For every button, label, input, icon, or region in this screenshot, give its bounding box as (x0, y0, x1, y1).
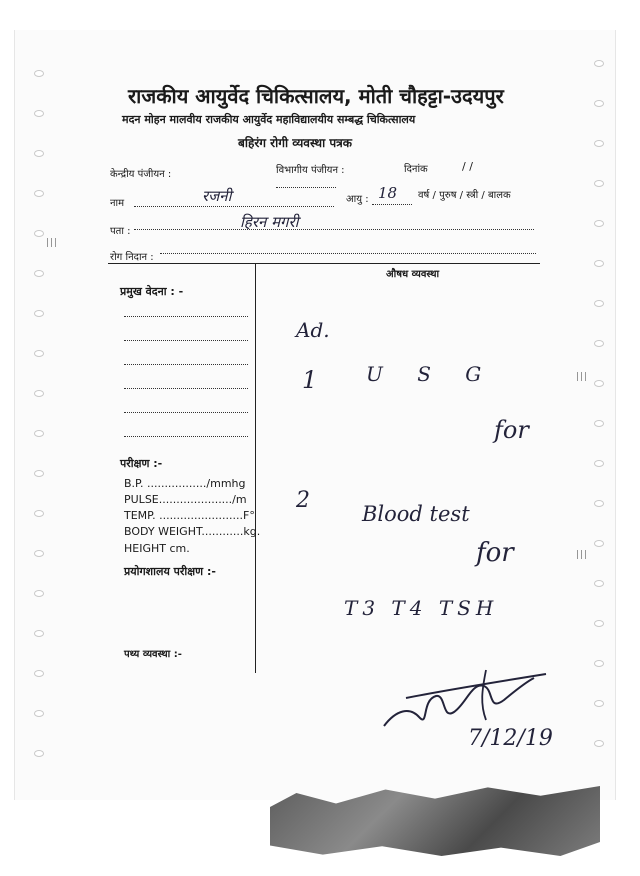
perforation-hole (34, 630, 44, 637)
perforation-hole (34, 470, 44, 477)
perforation-hole (594, 620, 604, 627)
complaint-line (124, 340, 248, 341)
gender-options: वर्ष / पुरुष / स्त्री / बालक (418, 190, 511, 201)
perforation-hole (34, 350, 44, 357)
note-item1-text: U S G (366, 362, 496, 386)
perforation-hole (34, 510, 44, 517)
perforation-hole (594, 60, 604, 67)
perforation-hole (594, 500, 604, 507)
vital-weight: BODY WEIGHT............kg. (124, 525, 261, 538)
complaint-line (124, 388, 248, 389)
vital-pulse: PULSE...................../m (124, 493, 247, 506)
patient-age: 18 (378, 184, 398, 202)
perforation-hole (594, 100, 604, 107)
signature-date: 7/12/19 (468, 726, 553, 751)
perforation-hole (594, 180, 604, 187)
perforation-hole (594, 140, 604, 147)
perforation-hole (34, 710, 44, 717)
perforation-hole (594, 340, 604, 347)
age-label: आयु : (346, 194, 369, 205)
perforation-hole (594, 220, 604, 227)
medication-heading: औषध व्यवस्था (386, 269, 440, 280)
perforation-hole (594, 580, 604, 587)
note-item1-number: 1 (302, 366, 318, 394)
name-label: नाम (110, 198, 125, 209)
form-title: बहिरंग रोगी व्यवस्था पत्रक (238, 136, 353, 150)
patient-address: हिरन मगरी (240, 213, 299, 231)
note-item2-text: Blood test (362, 502, 470, 526)
complaint-line (124, 364, 248, 365)
perforation-hole (34, 190, 44, 197)
diagnosis-label: रोग निदान : (110, 252, 154, 263)
date-label: दिनांक (404, 164, 428, 175)
age-line (372, 204, 412, 205)
complaint-line (124, 412, 248, 413)
diet-label: पथ्य व्यवस्था :- (124, 649, 182, 660)
date-value: / / (462, 160, 473, 173)
perforation-hole (34, 750, 44, 757)
perforation-hole (34, 70, 44, 77)
note-item2-number: 2 (296, 488, 310, 513)
diagnosis-line (160, 253, 536, 254)
perforation-hole (594, 540, 604, 547)
examination-label: परीक्षण :- (120, 457, 163, 470)
note-item2-for: for (476, 538, 514, 568)
lab-tests-label: प्रयोगशालय परीक्षण :- (124, 565, 216, 578)
perforation-hole (34, 550, 44, 557)
vital-temp: TEMP. ........................F° (124, 509, 255, 522)
scan-mark: ||| (576, 372, 589, 382)
vital-height: HEIGHT cm. (124, 542, 190, 555)
hospital-subtitle: मदन मोहन मालवीय राजकीय आयुर्वेद महाविद्यालयीय सम्बद्ध चिकित्सालय (122, 113, 416, 126)
form-horizontal-divider (108, 263, 540, 264)
note-item2-tests: T3 T4 TSH (344, 596, 499, 620)
dept-registration-label: विभागीय पंजीयन : (276, 165, 345, 176)
perforation-hole (34, 150, 44, 157)
perforation-hole (34, 590, 44, 597)
scan-mark: ||| (46, 238, 59, 248)
note-item1-for: for (494, 416, 529, 444)
perforation-hole (594, 260, 604, 267)
vital-bp: B.P. ................./mmhg (124, 477, 246, 490)
perforation-hole (594, 300, 604, 307)
address-label: पता : (110, 226, 131, 237)
perforation-hole (34, 270, 44, 277)
chief-complaint-label: प्रमुख वेदना : - (120, 285, 184, 298)
perforation-hole (594, 380, 604, 387)
scan-mark: ||| (576, 550, 589, 560)
address-line (134, 229, 534, 230)
perforation-hole (594, 700, 604, 707)
perforation-hole (34, 110, 44, 117)
dept-registration-line (276, 187, 336, 188)
perforation-hole (34, 390, 44, 397)
perforation-hole (34, 310, 44, 317)
perforation-hole (34, 670, 44, 677)
perforation-hole (594, 660, 604, 667)
perforation-hole (34, 230, 44, 237)
perforation-hole (594, 420, 604, 427)
form-vertical-divider (255, 263, 256, 673)
note-advice: Ad. (296, 318, 330, 342)
patient-name: रजनी (202, 187, 232, 205)
perforation-hole (594, 740, 604, 747)
complaint-line (124, 316, 248, 317)
hospital-title: राजकीय आयुर्वेद चिकित्सालय, मोती चौहट्टा-उदयपुर (128, 84, 504, 108)
name-line (134, 206, 334, 207)
central-registration-label: केन्द्रीय पंजीयन : (110, 169, 172, 180)
perforation-hole (34, 430, 44, 437)
perforation-hole (594, 460, 604, 467)
complaint-line (124, 436, 248, 437)
